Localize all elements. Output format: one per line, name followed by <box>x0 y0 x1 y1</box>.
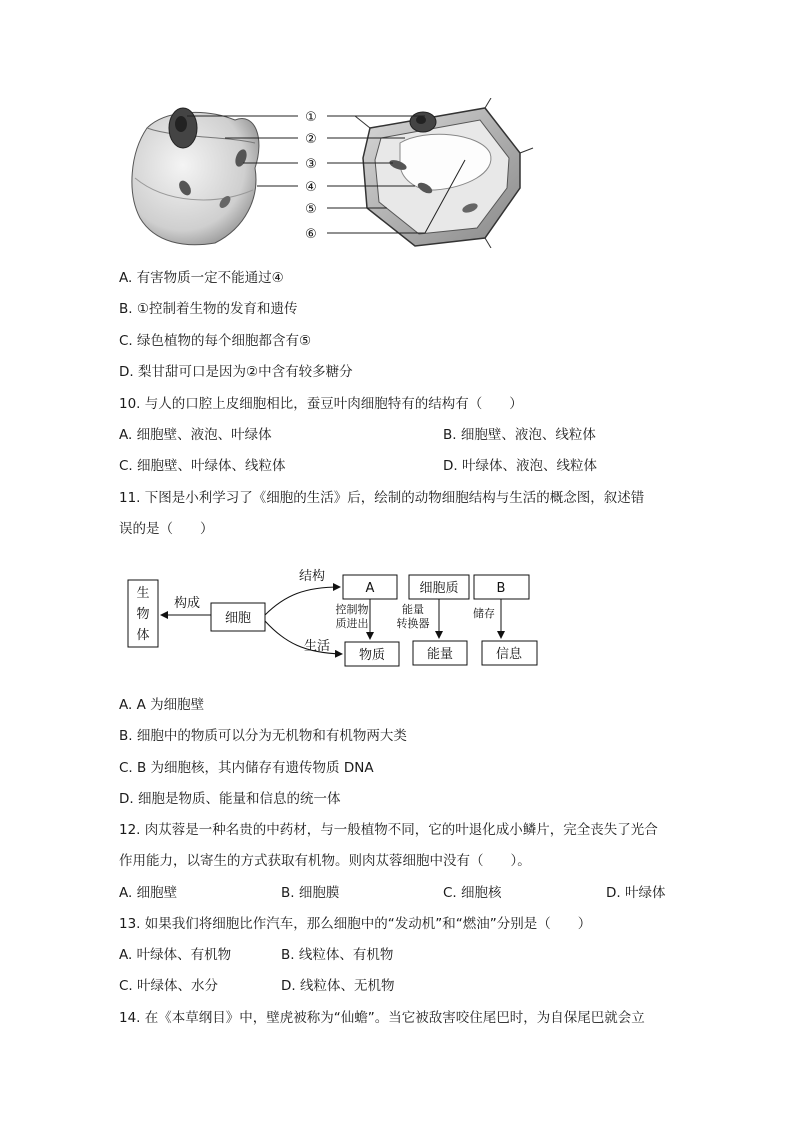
q12-option-a: A. 细胞壁 <box>119 885 178 901</box>
q12-option-d: D. 叶绿体 <box>606 885 666 901</box>
figure-label-4: ④ <box>305 180 317 195</box>
q11-stem-line1: 11. 下图是小利学习了《细胞的生活》后，绘制的动物细胞结构与生活的概念图，叙述错 <box>119 490 645 506</box>
figure-label-3: ③ <box>305 157 317 172</box>
q12-stem-line1: 12. 肉苁蓉是一种名贵的中药材，与一般植物不同，它的叶退化成小鳞片，完全丧失了光合 <box>119 822 658 838</box>
box-a-label: A <box>365 581 375 596</box>
animal-cell <box>132 108 259 245</box>
figure-label-5: ⑤ <box>305 202 317 217</box>
q11-option-a: A. A 为细胞壁 <box>119 697 205 713</box>
q9-option-c: C. 绿色植物的每个细胞都含有⑤ <box>119 333 312 349</box>
q10-option-c: C. 细胞壁、叶绿体、线粒体 <box>119 458 286 474</box>
q13-option-b: B. 线粒体、有机物 <box>281 947 394 963</box>
q9-option-a: A. 有害物质一定不能通过④ <box>119 270 284 286</box>
box-b-label: B <box>496 581 506 596</box>
q14-stem-line1: 14. 在《本草纲目》中，壁虎被称为“仙蟾”。当它被敌害咬住尾巴时，为自保尾巴就会立 <box>119 1010 645 1026</box>
organism-char-3: 体 <box>136 628 150 643</box>
cell-label: 细胞 <box>224 611 252 626</box>
q12-option-b: B. 细胞膜 <box>281 885 340 901</box>
figure-label-1: ① <box>305 110 317 125</box>
matter-label: 物质 <box>358 648 386 663</box>
info-label: 信息 <box>495 647 523 662</box>
store-label: 储存 <box>473 607 495 620</box>
q10-stem: 10. 与人的口腔上皮细胞相比，蚕豆叶肉细胞特有的结构有（ ） <box>119 396 523 412</box>
figure-label-6: ⑥ <box>305 227 317 242</box>
q11-option-c: C. B 为细胞核，其内储存有遗传物质 DNA <box>119 760 374 776</box>
converter-label-2: 转换器 <box>396 617 430 630</box>
control-label-2: 质进出 <box>335 617 369 630</box>
q13-option-a: A. 叶绿体、有机物 <box>119 947 232 963</box>
organism-char-2: 物 <box>136 607 150 622</box>
q11-stem-line2: 误的是（ ） <box>119 521 214 537</box>
life-label: 生活 <box>303 639 331 654</box>
converter-label-1: 能量 <box>402 603 424 616</box>
q13-stem: 13. 如果我们将细胞比作汽车，那么细胞中的“发动机”和“燃油”分别是（ ） <box>119 916 592 932</box>
q13-option-c: C. 叶绿体、水分 <box>119 978 219 994</box>
q12-stem-line2: 作用能力，以寄生的方式获取有机物。则肉苁蓉细胞中没有（ ）。 <box>119 853 531 869</box>
q10-option-d: D. 叶绿体、液泡、线粒体 <box>443 458 597 474</box>
concept-map <box>125 565 545 675</box>
control-label-1: 控制物 <box>335 603 369 616</box>
energy-label: 能量 <box>426 647 454 662</box>
cell-structure-figure <box>125 98 535 248</box>
q9-option-b: B. ①控制着生物的发育和遗传 <box>119 301 298 317</box>
figure-label-2: ② <box>305 132 317 147</box>
q11-option-d: D. 细胞是物质、能量和信息的统一体 <box>119 791 341 807</box>
cytoplasm-label: 细胞质 <box>419 581 459 596</box>
q11-option-b: B. 细胞中的物质可以分为无机物和有机物两大类 <box>119 728 407 744</box>
organism-char-1: 生 <box>136 586 150 601</box>
compose-label: 构成 <box>173 596 201 611</box>
q12-option-c: C. 细胞核 <box>443 885 502 901</box>
q10-option-a: A. 细胞壁、液泡、叶绿体 <box>119 427 272 443</box>
q9-option-d: D. 梨甘甜可口是因为②中含有较多糖分 <box>119 364 353 380</box>
q13-option-d: D. 线粒体、无机物 <box>281 978 395 994</box>
plant-cell <box>355 98 533 248</box>
q10-option-b: B. 细胞壁、液泡、线粒体 <box>443 427 596 443</box>
structure-label: 结构 <box>298 569 326 584</box>
